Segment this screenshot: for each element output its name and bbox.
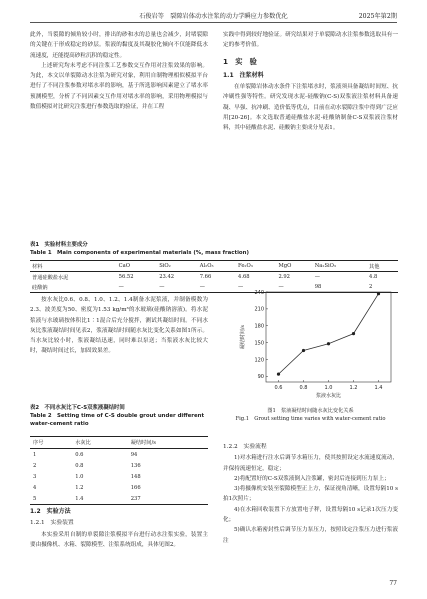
step: 1)对水箱进行注水后调节水箱压力，使其按照设定水流速度流动，并保持流速恒定，稳定； xyxy=(223,455,398,472)
step: 4)在水箱回收装置下方放置电子秤，设置每隔10 s记录1次压力变化； xyxy=(223,506,398,524)
td: 2.92 xyxy=(278,274,290,280)
table-row xyxy=(30,460,208,471)
y-tick-label: 120 xyxy=(254,357,264,364)
th: SiO₂ xyxy=(159,263,171,269)
y-tick-label: 150 xyxy=(254,340,264,347)
td: 56.52 xyxy=(118,274,134,280)
td: 1.4 xyxy=(75,495,84,502)
subsection-heading: 1.1 注浆材料 xyxy=(223,71,264,79)
table2-caption xyxy=(30,404,208,428)
header-issue: 2025年第2期 xyxy=(358,13,397,20)
th: 凝结时间/s xyxy=(130,440,156,446)
table1-caption xyxy=(30,241,398,257)
td: 普通硅酸盐水泥 xyxy=(32,274,69,281)
td: 94 xyxy=(130,451,138,458)
td: 5 xyxy=(33,495,37,502)
th: 其他 xyxy=(369,263,380,270)
figure1-caption-en: Fig.1 Grout setting time varies with water-cement ratio xyxy=(235,416,386,422)
td: 1 xyxy=(33,451,37,458)
setting-time-chart xyxy=(236,286,401,404)
step: 2)将配置好的C-S双浆液倒入注浆罐，密封后连接到压力泵上； xyxy=(234,475,390,482)
subsubsection-heading: 1.2.1 实验装置 xyxy=(30,520,74,527)
td: 2 xyxy=(369,284,373,290)
paragraph: 上述研究均未考虑不同注浆工艺参数交互作用对注浆效果的影响。为此，本文以单裂隙动水注浆为研究对象，利用自制物理相似模拟平台进行了不同注浆参数对堵水率的影响，基于所选影响因素建立了堵水率预测模型，分析了不同因素交互作用对堵水率的影响，采用物理模拟与数值模拟对比研究注浆进行参数选取的验证，并在工程 xyxy=(30,62,208,111)
paragraph: 实践中得到较好地验证。研究结果对于单裂隙动水注浆参数选取具有一定的参考价值。 xyxy=(223,32,398,49)
td: 4.8 xyxy=(369,274,378,280)
y-tick-label: 90 xyxy=(257,374,264,381)
th: Al₂O₃ xyxy=(199,263,214,269)
figure1-caption-cn: 图1 浆液凝结时间随水灰比变化关系 xyxy=(267,408,354,414)
step: 5)确认水箱密封性后调节压力泵压力，按照设定注浆压力进行浆液注 xyxy=(223,527,398,544)
td: — xyxy=(278,284,284,290)
data-point xyxy=(352,332,355,335)
right-column-bottom xyxy=(223,441,398,546)
page-number: 77 xyxy=(389,580,397,587)
td: 23.42 xyxy=(159,274,175,280)
th: CaO xyxy=(118,263,130,269)
td: 98 xyxy=(314,284,322,290)
td: — xyxy=(159,284,165,290)
table-row xyxy=(30,272,398,283)
left-column-mid xyxy=(30,295,208,357)
table2 xyxy=(30,436,208,505)
th: 序号 xyxy=(33,440,44,446)
th: MgO xyxy=(278,263,292,269)
table-row xyxy=(30,471,208,482)
header-title: 石俊岩等 裂隙岩体动水注浆的动力学瞬应力参数优化 xyxy=(139,13,288,20)
td: 0.8 xyxy=(75,462,84,469)
td: 2 xyxy=(33,462,37,469)
data-point xyxy=(327,342,330,345)
table-header-row xyxy=(30,261,398,272)
y-tick-label: 210 xyxy=(254,306,264,313)
data-line xyxy=(279,294,379,374)
running-header xyxy=(30,10,397,23)
th: 材料 xyxy=(32,263,43,270)
th: Na₂SiO₃ xyxy=(314,263,336,269)
table1-caption-cn: 表1 实验材料主要成分 xyxy=(30,242,88,248)
td: 7.66 xyxy=(199,274,212,280)
x-tick-label: 0.8 xyxy=(299,385,308,391)
table-row xyxy=(30,449,208,461)
paragraph: 本实验采用自制的单裂隙注浆模拟平台进行动水注浆实验，装置主要由摄像机、水箱、裂隙模型、注浆系统组成，具体见图2。 xyxy=(30,531,208,548)
table2-caption-cn: 表2 不同水灰比下C-S双浆液凝结时间 xyxy=(30,405,125,411)
data-point xyxy=(277,373,280,376)
th: Fe₂O₃ xyxy=(238,263,253,269)
td: 1.2 xyxy=(75,484,84,491)
y-axis-label: 凝结时间/s xyxy=(240,324,246,350)
section-heading: 1 实 验 xyxy=(223,56,257,66)
table-header-row xyxy=(30,437,208,449)
x-tick-label: 1.2 xyxy=(349,385,358,391)
figure1-caption xyxy=(223,407,398,423)
paragraph: 在单裂隙岩体动水条件下注浆堵水时，浆液须具备凝结时间短、抗冲刷性强等特性。研究发现水泥-硅酸钠(C-S)双浆液注浆材料具备速凝、早强、抗冲刷、造价低等优点，目前在动水裂隙注浆中得到广泛应用[20-26]。本文选取普通硅酸盐水泥-硅酸钠制备C-S双浆液注浆材料，其中硅酸盐水泥、硅酸钠主要成分见表1。 xyxy=(223,84,398,132)
td: 1.0 xyxy=(75,473,84,480)
y-tick-label: 180 xyxy=(254,323,264,330)
td: 4 xyxy=(33,484,37,491)
table1-caption-en: Table 1 Main components of experimental materials (%, mass fraction) xyxy=(30,250,249,256)
subsubsection-heading: 1.2.2 实验流程 xyxy=(223,444,267,450)
td: 硅酸钠 xyxy=(32,284,48,291)
left-column-bottom xyxy=(30,505,208,550)
subsection-heading: 1.2 实验方法 xyxy=(30,508,71,515)
y-tick-label: 240 xyxy=(254,289,264,296)
table-row xyxy=(30,493,208,505)
paragraph: 此外，当裂隙的倾角较小时，排出的砂和水的总量也会减少，封堵裂隙的关键在于形成稳定的砂层。浆液的黏度及其凝胶化倾向不仅能降低水流速度，还能提高砂粒沉积的稳定性。 xyxy=(30,32,208,59)
x-tick-label: 1.0 xyxy=(324,385,333,391)
td: 4.68 xyxy=(238,274,250,280)
table-row xyxy=(30,482,208,493)
td: — xyxy=(314,274,320,280)
data-point xyxy=(302,349,305,352)
right-column-top xyxy=(223,30,398,134)
td: 0.6 xyxy=(75,451,84,458)
left-column-top xyxy=(30,30,208,112)
x-tick-label: 1.4 xyxy=(374,385,383,391)
th: 水灰比 xyxy=(75,440,91,446)
td: 166 xyxy=(130,484,141,491)
td: — xyxy=(238,284,244,290)
td: — xyxy=(199,284,205,290)
x-axis-label: 浆液水灰比 xyxy=(315,393,342,399)
td: 148 xyxy=(130,473,141,480)
table2-caption-en: Table 2 Setting time of C-S double grout under different water-cement ratio xyxy=(30,413,205,427)
step: 3)将摄像机安装至裂隙模型正上方，保证视角清晰，设置每隔10 s拍1次照片； xyxy=(223,486,398,503)
td: — xyxy=(118,284,124,290)
td: 237 xyxy=(130,495,141,502)
x-tick-label: 0.6 xyxy=(274,385,283,391)
paragraph: 按水灰比0.6、0.8、1.0、1.2、1.4制备水泥浆液，并制备模数为2.3、波美度为50、密度为1.53 kg/m³的水玻璃(硅酸钠溶液)。将水泥浆液与水玻璃按体积比1∶1混合后充分搅拌，测试其凝结时间。不同水灰比浆液凝结时间见表2，浆液凝结时间随水灰比变化关系如图1所示。当水灰比较小时，浆液凝结迅速，同时难以泵送；当浆液水灰比较大时，凝结时间过长，加固效果差。 xyxy=(30,297,208,355)
td: 3 xyxy=(33,473,37,480)
td: 136 xyxy=(130,462,141,469)
data-point xyxy=(377,292,380,295)
